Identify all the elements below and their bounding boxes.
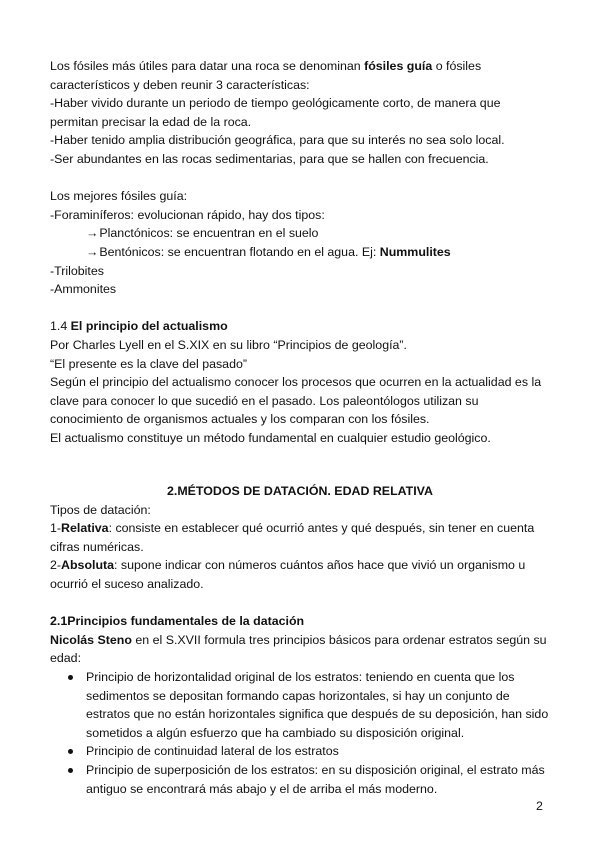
principles-list [50, 668, 550, 798]
actualism-heading: 1.4 El principio del actualismo [50, 319, 228, 334]
actualism-conclusion: El actualismo constituye un método fundamental en cualquier estudio geológico. [50, 430, 491, 445]
list-item: Principio de superposición de los estratos: en su disposición original, el estrato más antiguo se encontrará más abajo y el de arriba el más moderno. [86, 761, 550, 798]
methods-title: 2.MÉTODOS DE DATACIÓN. EDAD RELATIVA [167, 484, 433, 499]
trilobites-item: -Trilobites [50, 263, 104, 278]
list-item: Principio de horizontalidad original de los estratos: teniendo en cuenta que los sedimentos se depositan formando capas horizontales, si hay un conjunto de estratos que no están horizontales significa que después de su deposición, han sido sometidos a algún esfuerzo que ha cambiado su disposición original. [86, 668, 550, 742]
benthic-item: →Bentónicos: se encuentran flotando en el agua. Ej: Nummulites [86, 244, 451, 259]
bullet-icon [68, 675, 73, 680]
bullet-icon [68, 768, 73, 773]
actualism-author-line: Por Charles Lyell en el S.XIX en su libro “Principios de geología”. [50, 337, 407, 352]
right-arrow-icon: → [86, 226, 99, 241]
list-item: Principio de continuidad lateral de los estratos [86, 742, 550, 761]
right-arrow-icon: → [86, 244, 99, 259]
steno-intro: Nicolás Steno en el S.XVII formula tres principios básicos para ordenar estratos según su edad: [50, 632, 547, 666]
fossil-guide-term: fósiles guía [364, 59, 433, 73]
bullet-icon [68, 749, 73, 754]
dating-types-heading: Tipos de datación: [50, 502, 151, 517]
ammonites-item: -Ammonites [50, 282, 117, 297]
actualism-quote: “El presente es la clave del pasado” [50, 356, 247, 371]
principles-heading: 2.1Principios fundamentales de la datación [50, 614, 305, 629]
actualism-paragraph: Según el principio del actualismo conocer los procesos que ocurren en la actualidad es la clave para conocer lo que sucedió en el pasado. Los paleontólogos utilizan su conocimiento de organismos actuales y los comparan con los fósiles. [50, 375, 542, 427]
trait-item: -Haber tenido amplia distribución geográfica, para que su interés no sea solo local. [50, 133, 505, 148]
page-number: 2 [536, 799, 543, 813]
trait-item: -Ser abundantes en las rocas sedimentarias, para que se hallen con frecuencia. [50, 151, 489, 166]
nummulites-term: Nummulites [379, 244, 451, 259]
trait-item: -Haber vivido durante un periodo de tiempo geológicamente corto, de manera que permitan precisar la edad de la roca. [50, 96, 501, 129]
best-fossils-heading: Los mejores fósiles guía: [50, 189, 188, 204]
planktonic-item: →Planctónicos: se encuentran en el suelo [86, 226, 319, 241]
steno-name: Nicolás Steno [50, 632, 132, 647]
absolute-dating-item: 2-Absoluta: supone indicar con números cuántos años hace que vivió un organismo u ocurrió el suceso analizado. [50, 558, 526, 592]
document-page [50, 57, 550, 798]
fossil-guide-intro: Los fósiles más útiles para datar una roca se denominan fósiles guía o fósiles característicos y deben reunir 3 características: [50, 59, 482, 92]
relative-dating-item: 1-Relativa: consiste en establecer qué ocurrió antes y qué después, sin tener en cuenta cifras numéricas. [50, 521, 535, 554]
foraminifera-item: -Foraminíferos: evolucionan rápido, hay dos tipos: [50, 207, 325, 222]
